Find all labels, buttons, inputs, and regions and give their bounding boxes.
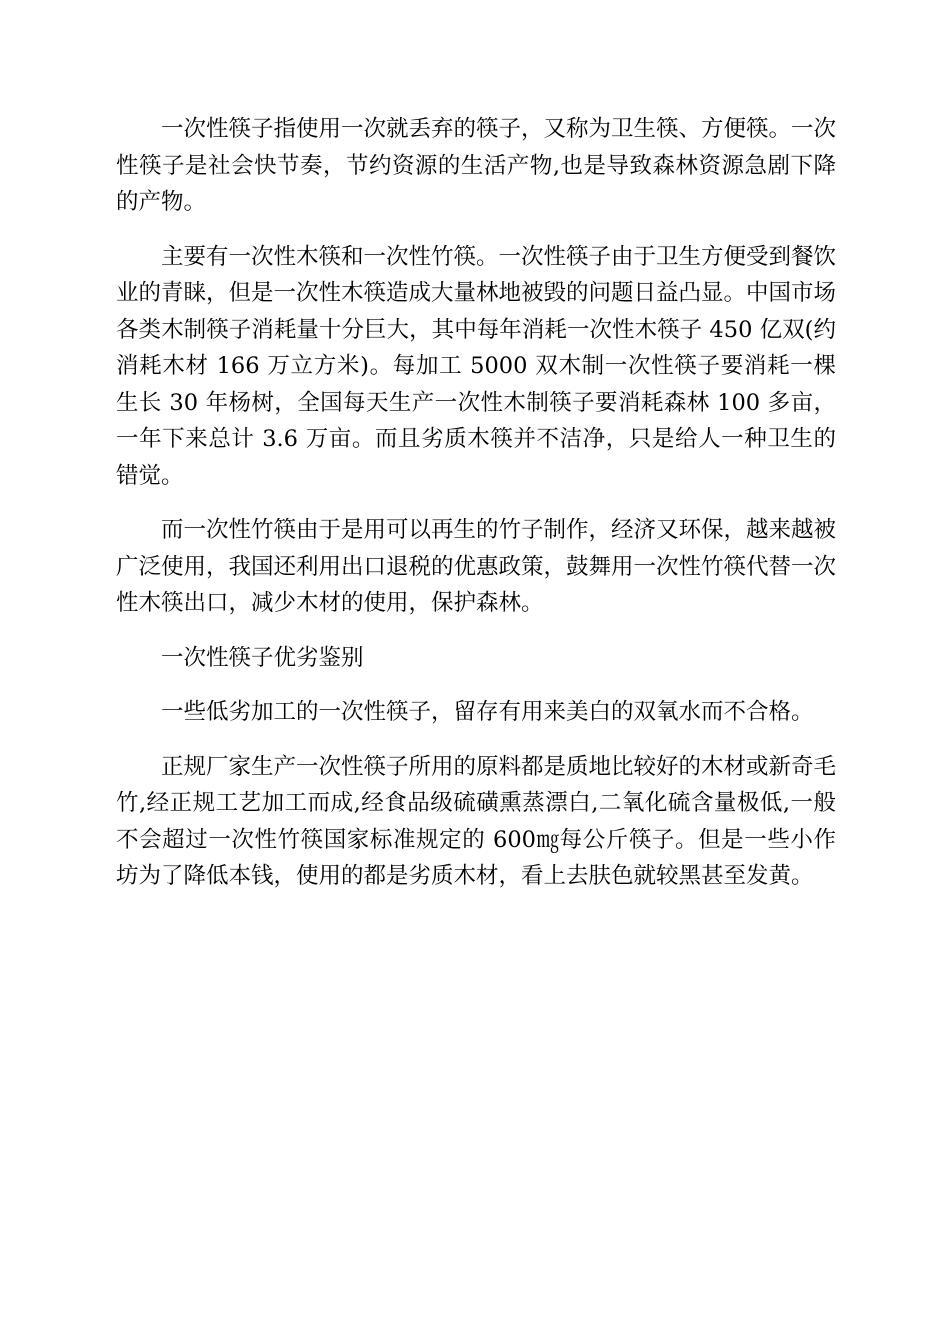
paragraph-bamboo: 而一次性竹筷由于是用可以再生的竹子制作，经济又环保，越来越被广泛使用，我国还利用出口退税的优惠政策，鼓舞用一次性竹筷代替一次性木筷出口，减少木材的使用，保护森林。 — [116, 517, 837, 616]
paragraph-intro: 一次性筷子指使用一次就丢弃的筷子，又称为卫生筷、方便筷。一次性筷子是社会快节奏，节约资源的生活产物,也是导致森林资源急剧下降的产物。 — [116, 116, 837, 215]
paragraph-inferior: 一些低劣加工的一次性筷子，留存有用来美白的双氧水而不合格。 — [161, 699, 814, 725]
paragraph-types: 主要有一次性木筷和一次性竹筷。一次性筷子由于卫生方便受到餐饮业的青睐，但是一次性木筷造成大量林地被毁的问题日益凸显。中国市场各类木制筷子消耗量十分巨大，其中每年消耗一次性木筷子 450 亿双(约消耗木材 166 万立方米)。每加工 5000 双木制一次性筷子要消耗一棵生长 30 年杨树，全国每天生产一次性木制筷子要消耗森林 100 多亩，一年下来总计 3.6 万亩。而且劣质木筷并不洁净，只是给人一种卫生的错觉。 — [116, 243, 837, 489]
section-heading: 一次性筷子优劣鉴别 — [161, 644, 364, 671]
document-body — [116, 111, 836, 913]
paragraph-standard: 正规厂家生产一次性筷子所用的原料都是质地比较好的木材或新奇毛竹,经正规工艺加工而成,经食品级硫磺熏蒸漂白,二氧化硫含量极低,一般不会超过一次性竹筷国家标准规定的 600㎎每公斤筷子。但是一些小作坊为了降低本钱，使用的都是劣质木材，看上去肤色就较黑甚至发黄。 — [116, 753, 837, 889]
